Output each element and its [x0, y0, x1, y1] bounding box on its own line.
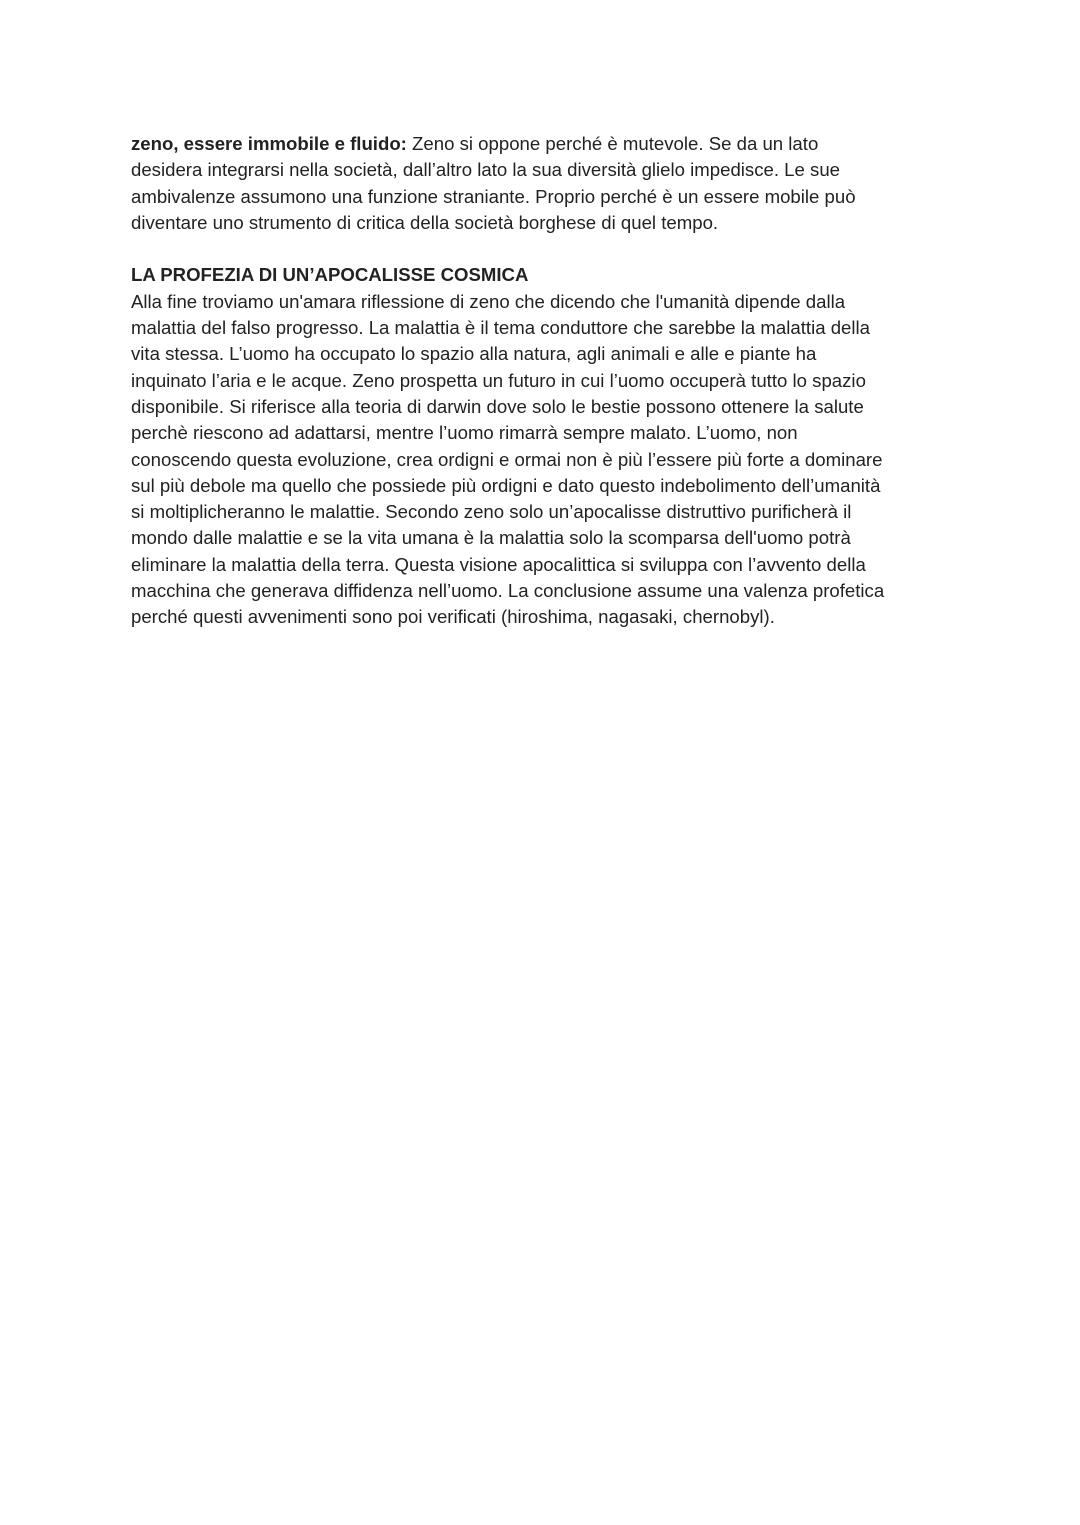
section-heading: LA PROFEZIA DI UN’APOCALISSE COSMICA [131, 264, 529, 286]
paragraph-line: perchè riescono ad adattarsi, mentre l’uomo rimarrà sempre malato. L’uomo, non [131, 422, 798, 444]
paragraph-line: perché questi avvenimenti sono poi verificati (hiroshima, nagasaki, chernobyl). [131, 606, 775, 628]
paragraph-line: vita stessa. L’uomo ha occupato lo spazio alla natura, agli animali e alle e piante ha [131, 343, 817, 365]
paragraph-line: diventare uno strumento di critica della società borghese di quel tempo. [131, 211, 719, 233]
lead-term: zeno, essere immobile e fluido: [131, 133, 407, 154]
paragraph-text: Zeno si oppone perché è mutevole. Se da un lato [406, 133, 819, 154]
paragraph-line: desidera integrarsi nella società, dall’altro lato la sua diversità glielo impedisce. Le sue [131, 159, 841, 181]
paragraph-line: inquinato l’aria e le acque. Zeno prospetta un futuro in cui l’uomo occuperà tutto lo spazio [131, 369, 866, 391]
paragraph-line: malattia del falso progresso. La malattia è il tema conduttore che sarebbe la malattia della [131, 317, 870, 339]
paragraph-line: conoscendo questa evoluzione, crea ordigni e ormai non è più l’essere più forte a dominare [131, 448, 883, 470]
paragraph-line [131, 131, 961, 157]
paragraph-line: macchina che generava diffidenza nell’uomo. La conclusione assume una valenza profetica [131, 580, 885, 602]
paragraph-spacer [131, 236, 961, 262]
paragraph-line: sul più debole ma quello che possiede più ordigni e dato questo indebolimento dell’umanità [131, 474, 881, 496]
paragraph-line: mondo dalle malattie e se la vita umana è la malattia solo la scomparsa dell'uomo potrà [131, 527, 851, 549]
paragraph-line: eliminare la malattia della terra. Questa visione apocalittica si sviluppa con l’avvento della [131, 553, 866, 575]
document-body [131, 131, 961, 631]
paragraph-line: Alla fine troviamo un'amara riflessione di zeno che dicendo che l'umanità dipende dalla [131, 290, 846, 312]
paragraph-line: si moltiplicheranno le malattie. Secondo zeno solo un’apocalisse distruttivo purificherà il [131, 501, 852, 523]
paragraph-line: disponibile. Si riferisce alla teoria di darwin dove solo le bestie possono ottenere la salute [131, 395, 864, 417]
paragraph-line: ambivalenze assumono una funzione straniante. Proprio perché è un essere mobile può [131, 185, 856, 207]
